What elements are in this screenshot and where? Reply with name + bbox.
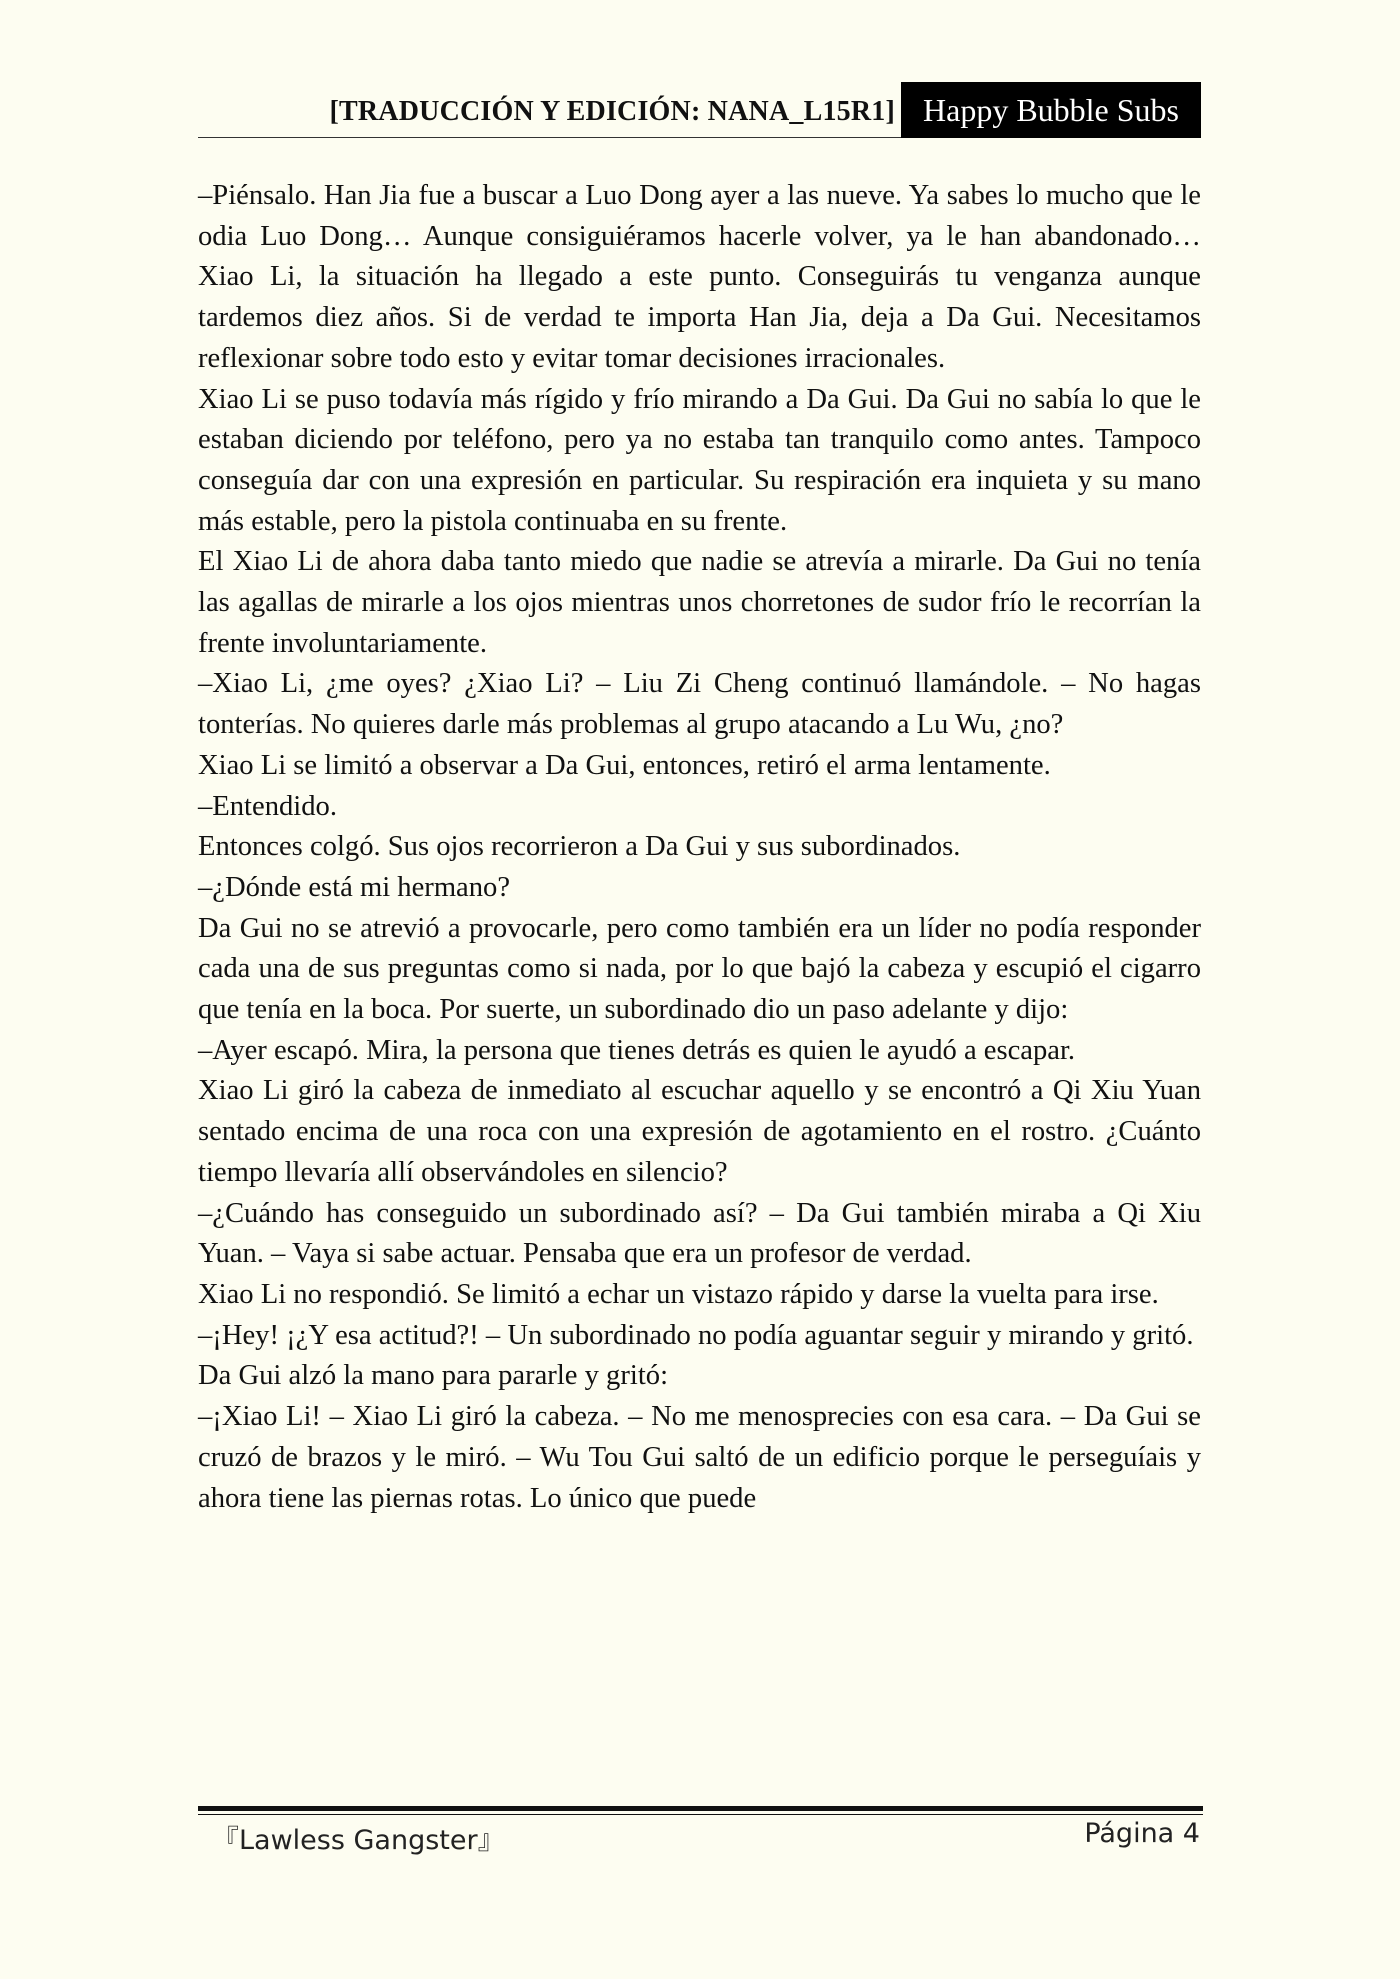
paragraph: –¡Hey! ¡¿Y esa actitud?! – Un subordinado no podía aguantar seguir y mirando y gritó. bbox=[198, 1319, 1194, 1351]
paragraph: –Piénsalo. Han Jia fue a buscar a Luo Dong ayer a las nueve. Ya sabes lo mucho que le odia Luo Dong… Aunque consiguiéramos hacerle volver, ya le han abandonado… Xiao Li, la situación ha llegado a este punto. Conseguirás tu venganza aunque tardemos diez años. Si de verdad te importa Han Jia, deja a Da Gui. Necesitamos reflexionar sobre todo esto y evitar tomar decisiones irracionales. bbox=[198, 180, 1201, 374]
header-rule bbox=[198, 137, 901, 138]
paragraph: Xiao Li no respondió. Se limitó a echar un vistazo rápido y darse la vuelta para irse. bbox=[198, 1278, 1159, 1310]
group-name-badge: Happy Bubble Subs bbox=[901, 82, 1201, 138]
paragraph: –Xiao Li, ¿me oyes? ¿Xiao Li? – Liu Zi Cheng continuó llamándole. – No hagas tonterías. No quieres darle más problemas al grupo atacando a Lu Wu, ¿no? bbox=[198, 668, 1201, 741]
paragraph: Xiao Li giró la cabeza de inmediato al escuchar aquello y se encontró a Qi Xiu Yuan sentado encima de una roca con una expresión de agotamiento en el rostro. ¿Cuánto tiempo llevaría allí observándoles en silencio? bbox=[198, 1075, 1201, 1188]
paragraph: Entonces colgó. Sus ojos recorrieron a Da Gui y sus subordinados. bbox=[198, 831, 961, 863]
paragraph: Da Gui no se atrevió a provocarle, pero como también era un líder no podía responder cada una de sus preguntas como si nada, por lo que bajó la cabeza y escupió el cigarro que tenía en la boca. Por suerte, un subordinado dio un paso adelante y dijo: bbox=[198, 912, 1201, 1026]
paragraph: Da Gui alzó la mano para pararle y gritó: bbox=[198, 1360, 669, 1392]
paragraph: El Xiao Li de ahora daba tanto miedo que nadie se atrevía a mirarle. Da Gui no tenía las agallas de mirarle a los ojos mientras unos chorretones de sudor frío le recorrían la frente involuntariamente. bbox=[198, 546, 1201, 659]
footer-rule-thin bbox=[198, 1814, 1203, 1815]
paragraph: –Entendido. bbox=[198, 790, 337, 822]
paragraph: –¿Cuándo has conseguido un subordinado así? – Da Gui también miraba a Qi Xiu Yuan. – Vaya si sabe actuar. Pensaba que era un profesor de verdad. bbox=[198, 1197, 1201, 1270]
paragraph: –¡Xiao Li! – Xiao Li giró la cabeza. – No me menosprecies con esa cara. – Da Gui se cruzó de brazos y le miró. – Wu Tou Gui saltó de un edificio porque le perseguíais y ahora tiene las piernas rotas. Lo único que puede bbox=[198, 1401, 1201, 1514]
paragraph: Xiao Li se limitó a observar a Da Gui, entonces, retiró el arma lentamente. bbox=[198, 749, 1051, 781]
paragraph: –Ayer escapó. Mira, la persona que tienes detrás es quien le ayudó a escapar. bbox=[198, 1034, 1076, 1066]
footer-rule-thick bbox=[198, 1806, 1203, 1811]
page-body bbox=[198, 176, 1201, 1519]
paragraph: Xiao Li se puso todavía más rígido y frío mirando a Da Gui. Da Gui no sabía lo que le estaban diciendo por teléfono, pero ya no estaba tan tranquilo como antes. Tampoco conseguía dar con una expresión en particular. Su respiración era inquieta y su mano más estable, pero la pistola continuaba en su frente. bbox=[198, 383, 1201, 537]
page-header bbox=[198, 82, 1201, 138]
translation-credit: [TRADUCCIÓN Y EDICIÓN: NANA_L15R1] bbox=[329, 96, 895, 127]
paragraph: –¿Dónde está mi hermano? bbox=[198, 871, 511, 903]
page-number: Página 4 bbox=[1084, 1818, 1200, 1849]
book-title: 『Lawless Gangster』 bbox=[212, 1825, 505, 1856]
